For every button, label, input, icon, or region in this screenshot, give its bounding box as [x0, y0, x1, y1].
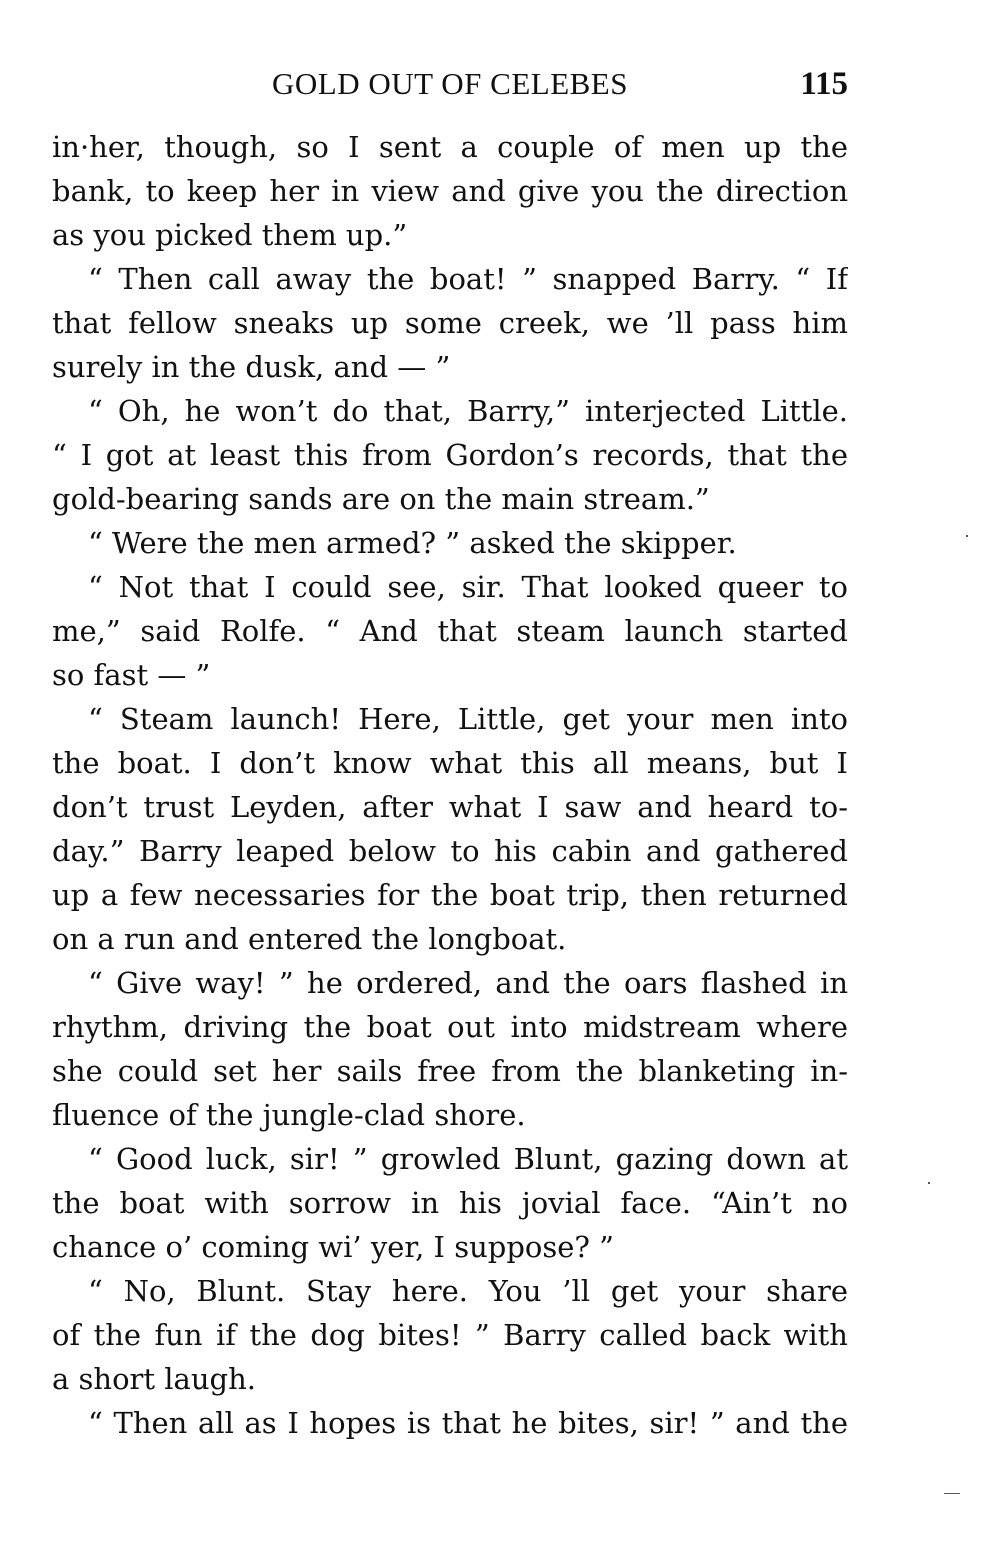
text-line: the boat with sorrow in his jovial face. “Ain’t no: [52, 1186, 848, 1220]
text-line: she could set her sails free from the blanketing in-: [52, 1054, 848, 1088]
text-line: “ Then call away the boat! ” snapped Barry. “ If: [88, 262, 848, 296]
text-line: on a run and entered the longboat.: [52, 922, 567, 956]
text-line: gold-bearing sands are on the main stream.”: [52, 482, 710, 516]
text-line: “ No, Blunt. Stay here. You ’ll get your share: [88, 1274, 848, 1308]
text-line: “ Not that I could see, sir. That looked queer to: [88, 570, 848, 604]
text-line: as you picked them up.”: [52, 218, 408, 252]
text-line: fluence of the jungle-clad shore.: [52, 1098, 526, 1132]
body-text: [52, 125, 848, 1445]
text-line: chance o’ coming wi’ yer, I suppose? ”: [52, 1230, 614, 1264]
page-number: 115: [800, 66, 848, 102]
text-line: a short laugh.: [52, 1362, 256, 1396]
text-line: surely in the dusk, and — ”: [52, 350, 451, 384]
text-line: the boat. I don’t know what this all means, but I: [52, 746, 848, 780]
text-line: don’t trust Leyden, after what I saw and heard to-: [52, 790, 848, 824]
text-line: “ Give way! ” he ordered, and the oars flashed in: [88, 966, 848, 1000]
text-line: of the fun if the dog bites! ” Barry called back with: [52, 1318, 848, 1352]
running-title: GOLD OUT OF CELEBES: [272, 66, 628, 101]
text-line: “ I got at least this from Gordon’s records, that the: [52, 438, 848, 472]
text-line: rhythm, driving the boat out into midstream where: [52, 1010, 848, 1044]
text-line: in·her, though, so I sent a couple of men up the: [52, 130, 848, 164]
text-line: “ Were the men armed? ” asked the skipper.: [88, 526, 737, 560]
text-line: “ Oh, he won’t do that, Barry,” interjected Little.: [88, 394, 848, 428]
running-head: [52, 66, 848, 106]
scan-speck: [966, 535, 968, 537]
text-line: day.” Barry leaped below to his cabin and gathered: [52, 834, 848, 868]
text-line: that fellow sneaks up some creek, we ’ll pass him: [52, 306, 848, 340]
scan-speck: [944, 1493, 960, 1494]
text-line: up a few necessaries for the boat trip, then returned: [52, 878, 848, 912]
text-line: bank, to keep her in view and give you the direction: [52, 174, 848, 208]
text-line: “ Steam launch! Here, Little, get your men into: [88, 702, 848, 736]
text-line: “ Then all as I hopes is that he bites, sir! ” and the: [88, 1406, 848, 1440]
scan-speck: [928, 1182, 930, 1184]
text-line: “ Good luck, sir! ” growled Blunt, gazing down at: [88, 1142, 848, 1176]
text-line: me,” said Rolfe. “ And that steam launch started: [52, 614, 848, 648]
text-line: so fast — ”: [52, 658, 211, 692]
